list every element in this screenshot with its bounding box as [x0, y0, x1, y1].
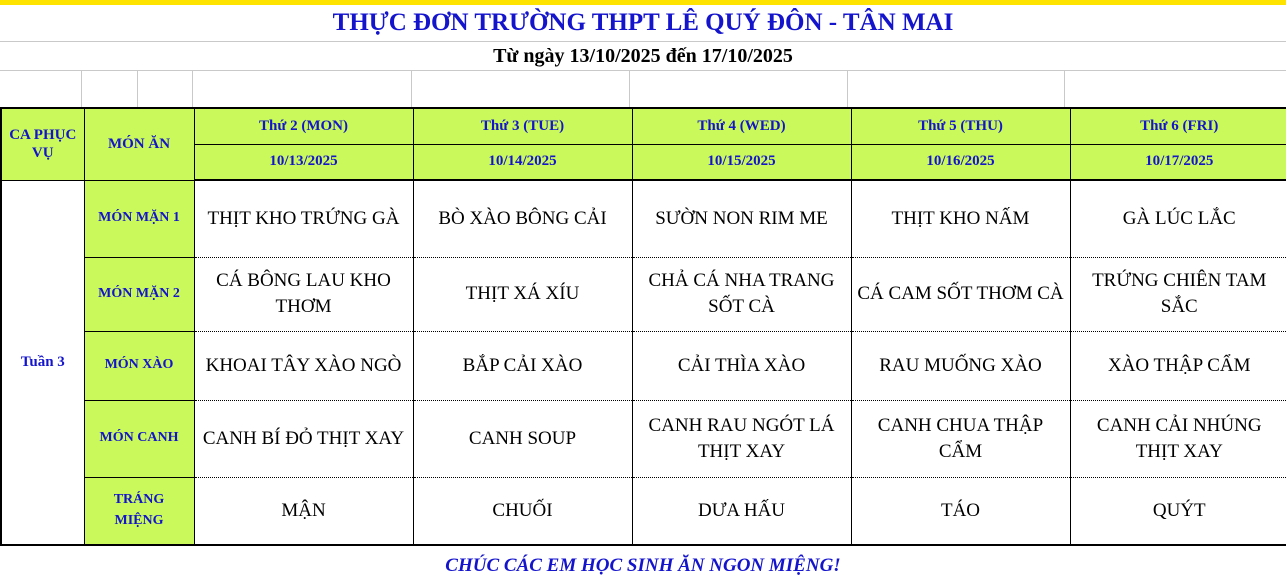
footer-row — [0, 546, 1286, 586]
menu-cell: MẬN — [194, 477, 413, 545]
menu-cell: CÁ CAM SỐT THƠM CÀ — [851, 257, 1070, 331]
menu-table — [0, 107, 1286, 546]
menu-cell: CÁ BÔNG LAU KHO THƠM — [194, 257, 413, 331]
dish-header: MÓN ĂN — [84, 108, 194, 180]
spacer-cell — [0, 71, 82, 107]
menu-cell: CANH CẢI NHÚNG THỊT XAY — [1070, 400, 1286, 477]
footer-message: CHÚC CÁC EM HỌC SINH ĂN NGON MIỆNG! — [445, 555, 841, 576]
menu-cell: CANH RAU NGÓT LÁ THỊT XAY — [632, 400, 851, 477]
spacer-cell — [848, 71, 1065, 107]
spacer-cell — [1065, 71, 1286, 107]
week-label: Tuần 3 — [1, 180, 84, 545]
menu-cell: QUÝT — [1070, 477, 1286, 545]
menu-cell: GÀ LÚC LẮC — [1070, 180, 1286, 257]
menu-row-trang-mieng — [1, 477, 1286, 545]
day-header: Thứ 5 (THU) — [851, 108, 1070, 144]
row-label: MÓN XÀO — [84, 331, 194, 400]
subtitle-row — [0, 42, 1286, 71]
menu-cell: TÁO — [851, 477, 1070, 545]
menu-row-mon-man-2 — [1, 257, 1286, 331]
date-header: 10/13/2025 — [194, 144, 413, 180]
day-header: Thứ 3 (TUE) — [413, 108, 632, 144]
menu-cell: CHUỐI — [413, 477, 632, 545]
spacer-cell — [193, 71, 412, 107]
spacer-cell — [630, 71, 848, 107]
menu-cell: DƯA HẤU — [632, 477, 851, 545]
day-header: Thứ 4 (WED) — [632, 108, 851, 144]
menu-cell: CANH CHUA THẬP CẨM — [851, 400, 1070, 477]
menu-cell: CHẢ CÁ NHA TRANG SỐT CÀ — [632, 257, 851, 331]
spacer-cell — [82, 71, 138, 107]
menu-cell: CANH BÍ ĐỎ THỊT XAY — [194, 400, 413, 477]
date-header: 10/16/2025 — [851, 144, 1070, 180]
menu-cell: THỊT KHO NẤM — [851, 180, 1070, 257]
day-header: Thứ 2 (MON) — [194, 108, 413, 144]
menu-cell: RAU MUỐNG XÀO — [851, 331, 1070, 400]
spacer-cell — [412, 71, 630, 107]
date-range-subtitle: Từ ngày 13/10/2025 đến 17/10/2025 — [493, 44, 793, 67]
menu-cell: XÀO THẬP CẨM — [1070, 331, 1286, 400]
menu-row-mon-canh — [1, 400, 1286, 477]
row-label: MÓN MẶN 2 — [84, 257, 194, 331]
title-row — [0, 5, 1286, 42]
day-header: Thứ 6 (FRI) — [1070, 108, 1286, 144]
page-title: THỰC ĐƠN TRƯỜNG THPT LÊ QUÝ ĐÔN - TÂN MAI — [332, 9, 954, 36]
menu-row-mon-man-1 — [1, 180, 1286, 257]
menu-cell: KHOAI TÂY XÀO NGÒ — [194, 331, 413, 400]
spacer-cell — [138, 71, 193, 107]
menu-cell: SƯỜN NON RIM ME — [632, 180, 851, 257]
header-day-row — [1, 108, 1286, 144]
row-label: MÓN MẶN 1 — [84, 180, 194, 257]
date-header: 10/15/2025 — [632, 144, 851, 180]
menu-cell: TRỨNG CHIÊN TAM SẮC — [1070, 257, 1286, 331]
service-shift-header: CA PHỤC VỤ — [1, 108, 84, 180]
menu-cell: CANH SOUP — [413, 400, 632, 477]
menu-cell: CẢI THÌA XÀO — [632, 331, 851, 400]
date-header: 10/17/2025 — [1070, 144, 1286, 180]
menu-cell: BÒ XÀO BÔNG CẢI — [413, 180, 632, 257]
spacer-row — [0, 71, 1286, 107]
menu-cell: BẮP CẢI XÀO — [413, 331, 632, 400]
date-header: 10/14/2025 — [413, 144, 632, 180]
header-date-row — [1, 144, 1286, 180]
row-label: TRÁNG MIỆNG — [84, 477, 194, 545]
menu-row-mon-xao — [1, 331, 1286, 400]
menu-cell: THỊT KHO TRỨNG GÀ — [194, 180, 413, 257]
menu-cell: THỊT XÁ XÍU — [413, 257, 632, 331]
row-label: MÓN CANH — [84, 400, 194, 477]
